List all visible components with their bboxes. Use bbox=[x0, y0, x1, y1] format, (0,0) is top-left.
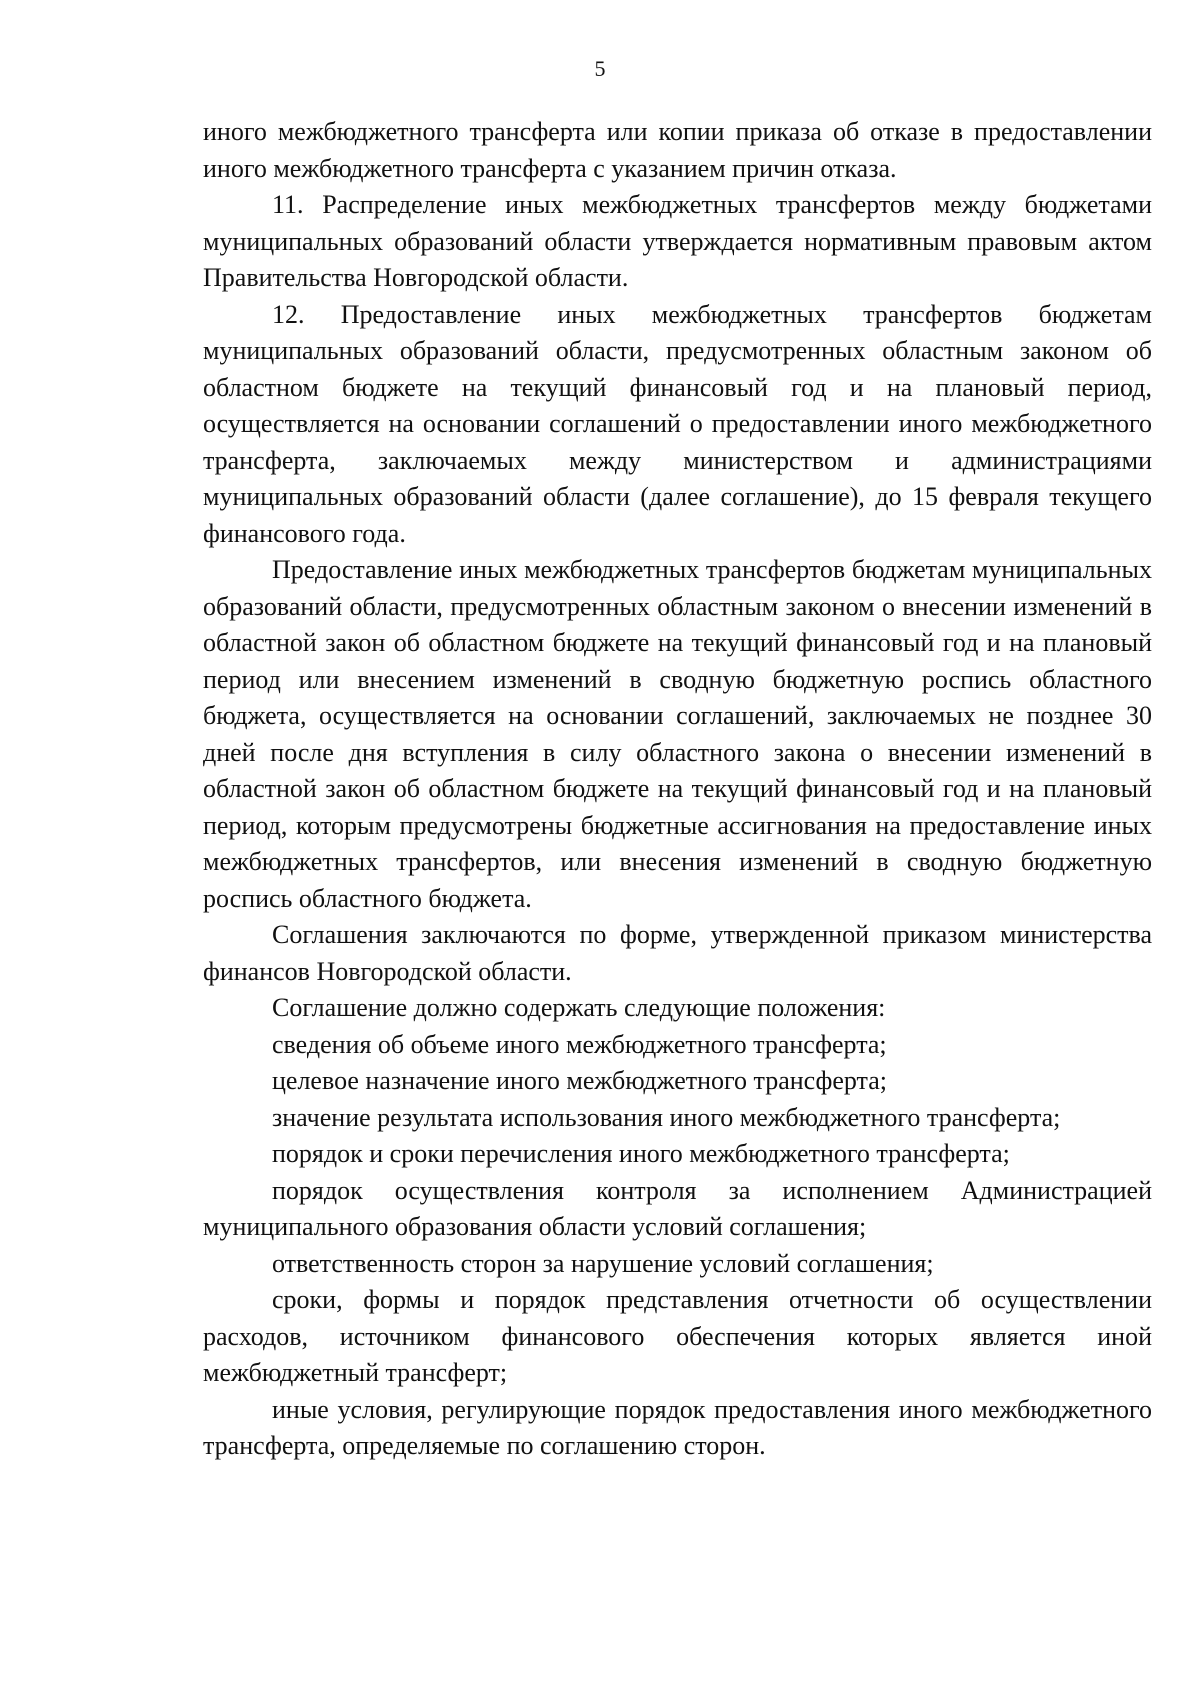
paragraph-agreement-form: Соглашения заключаются по форме, утвержденной приказом министерства финансов Новгородской области. bbox=[203, 920, 1152, 986]
paragraph-agreement-provisions: Соглашение должно содержать следующие положения: bbox=[272, 993, 886, 1022]
list-item: целевое назначение иного межбюджетного трансферта; bbox=[272, 1066, 887, 1095]
list-item: порядок осуществления контроля за исполнением Администрацией муниципального образования области условий соглашения; bbox=[203, 1175, 1152, 1241]
paragraph-12: 12. Предоставление иных межбюджетных трансфертов бюджетам муниципальных образований области, предусмотренных областным законом об областном бюджете на текущий финансовый год и на плановый период, осуществляется на основании соглашений о предоставлении иного межбюджетного трансферта, заключаемых между министерством и администрациями муниципальных образований области (далее соглашение), до 15 февраля текущего финансового года. bbox=[203, 299, 1152, 548]
list-item: порядок и сроки перечисления иного межбюджетного трансферта; bbox=[272, 1139, 1010, 1168]
list-item: сведения об объеме иного межбюджетного трансферта; bbox=[272, 1029, 887, 1059]
list-item: ответственность сторон за нарушение условий соглашения; bbox=[272, 1248, 934, 1278]
list-item: сроки, формы и порядок представления отчетности об осуществлении расходов, источником финансового обеспечения которых является иной межбюджетный трансферт; bbox=[203, 1285, 1152, 1387]
list-item: значение результата использования иного межбюджетного трансферта; bbox=[272, 1102, 1061, 1132]
paragraph-12-amendments: Предоставление иных межбюджетных трансфертов бюджетам муниципальных образований области, предусмотренных областным законом о внесении изменений в областной закон об областном бюджете на текущий финансовый год и на плановый период или внесением изменений в сводную бюджетную роспись областного бюджета, осуществляется на основании соглашений, заключаемых не позднее 30 дней после дня вступления в силу областного закона о внесении изменений в областной закон об областном бюджете на текущий финансовый год и на плановый период, которым предусмотрены бюджетные ассигнования на предоставление иных межбюджетных трансфертов, или внесения изменений в сводную бюджетную роспись областного бюджета. bbox=[203, 555, 1152, 913]
page-number: 5 bbox=[594, 56, 606, 81]
list-item: иные условия, регулирующие порядок предоставления иного межбюджетного трансферта, определяемые по соглашению сторон. bbox=[203, 1394, 1152, 1460]
document-body bbox=[203, 114, 1152, 1465]
paragraph-11: 11. Распределение иных межбюджетных трансфертов между бюджетами муниципальных образований области утверждается нормативным правовым актом Правительства Новгородской области. bbox=[203, 190, 1152, 292]
paragraph-continuation: иного межбюджетного трансферта или копии приказа об отказе в предоставлении иного межбюджетного трансферта с указанием причин отказа. bbox=[203, 117, 1152, 183]
